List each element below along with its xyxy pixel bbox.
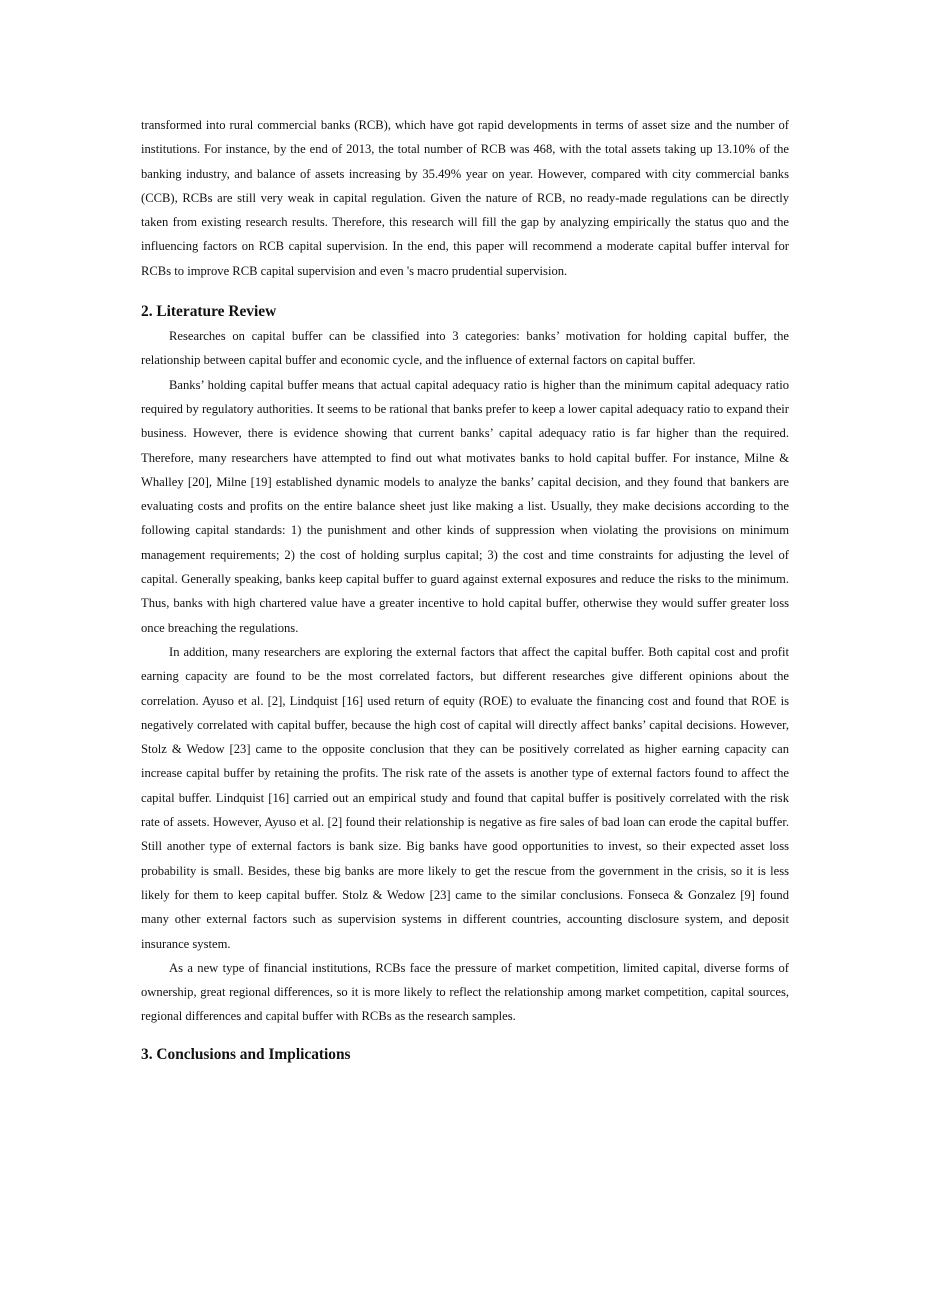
literature-paragraph-2: Banks’ holding capital buffer means that actual capital adequacy ratio is higher than the minimum capital adequacy ratio required by regulatory authorities. It seems to be rational that banks prefer to keep a lower capital adequacy ratio to expand their business. However, there is evidence showing that current banks’ capital adequacy ratio is far higher than the required. Therefore, many researchers have attempted to find out what motivates banks to hold capital buffer. For instance, Milne & Whalley [20], Milne [19] established dynamic models to analyze the banks’ capital decision, and they found that bankers are evaluating costs and profits on the entire balance sheet just like making a list. Usually, they make decisions according to the following capital standards: 1) the punishment and other kinds of suppression when violating the provisions on minimum management requirements; 2) the cost of holding surplus capital; 3) the cost and time constraints for adjusting the level of capital. Generally speaking, banks keep capital buffer to guard against external exposures and reduce the risks to the minimum. Thus, banks with high chartered value have a greater incentive to hold capital buffer, otherwise they would suffer greater loss once breaching the regulations.: [141, 377, 789, 635]
literature-paragraph-4: As a new type of financial institutions, RCBs face the pressure of market competition, limited capital, diverse forms of ownership, great regional differences, so it is more likely to reflect the relationship among market competition, capital sources, regional differences and capital buffer with RCBs as the research samples.: [141, 960, 789, 1024]
section-heading-literature-review: 2. Literature Review: [141, 303, 277, 321]
intro-paragraph: transformed into rural commercial banks (RCB), which have got rapid developments in terms of asset size and the number of institutions. For instance, by the end of 2013, the total number of RCB was 468, with the total assets taking up 13.10% of the banking industry, and balance of assets increasing by 35.49% year on year. However, compared with city commercial banks (CCB), RCBs are still very weak in capital regulation. Given the nature of RCB, no ready-made regulations can be directly taken from existing research results. Therefore, this research will fill the gap by analyzing empirically the status quo and the influencing factors on RCB capital supervision. In the end, this paper will recommend a moderate capital buffer interval for RCBs to improve RCB capital supervision and even 's macro prudential supervision.: [141, 118, 789, 278]
paper-page: [141, 113, 789, 1067]
literature-paragraph-1: Researches on capital buffer can be classified into 3 categories: banks’ motivation for holding capital buffer, the relationship between capital buffer and economic cycle, and the influence of external factors on capital buffer.: [141, 329, 789, 368]
literature-paragraph-3: In addition, many researchers are exploring the external factors that affect the capital buffer. Both capital cost and profit earning capacity are found to be the most correlated factors, but different researches give different opinions about the correlation. Ayuso et al. [2], Lindquist [16] used return of equity (ROE) to evaluate the financing cost and found that ROE is negatively correlated with capital buffer, because the high cost of capital will directly affect banks’ capital decisions. However, Stolz & Wedow [23] came to the opposite conclusion that they can be positively correlated as higher earning capacity can increase capital buffer by retaining the profits. The risk rate of the assets is another type of external factors found to affect the capital buffer. Lindquist [16] carried out an empirical study and found that capital buffer is positively correlated with the risk rate of assets. However, Ayuso et al. [2] found their relationship is negative as fire sales of bad loan can erode the capital buffer. Still another type of external factors is bank size. Big banks have good opportunities to invest, so their expected asset loss probability is small. Besides, these big banks are more likely to get the rescue from the government in the crisis, so it is less likely for them to keep capital buffer. Stolz & Wedow [23] came to the similar conclusions. Fonseca & Gonzalez [9] found many other external factors such as supervision systems in different countries, accounting disclosure system, and deposit insurance system.: [141, 644, 789, 951]
section-heading-conclusions: 3. Conclusions and Implications: [141, 1045, 351, 1063]
